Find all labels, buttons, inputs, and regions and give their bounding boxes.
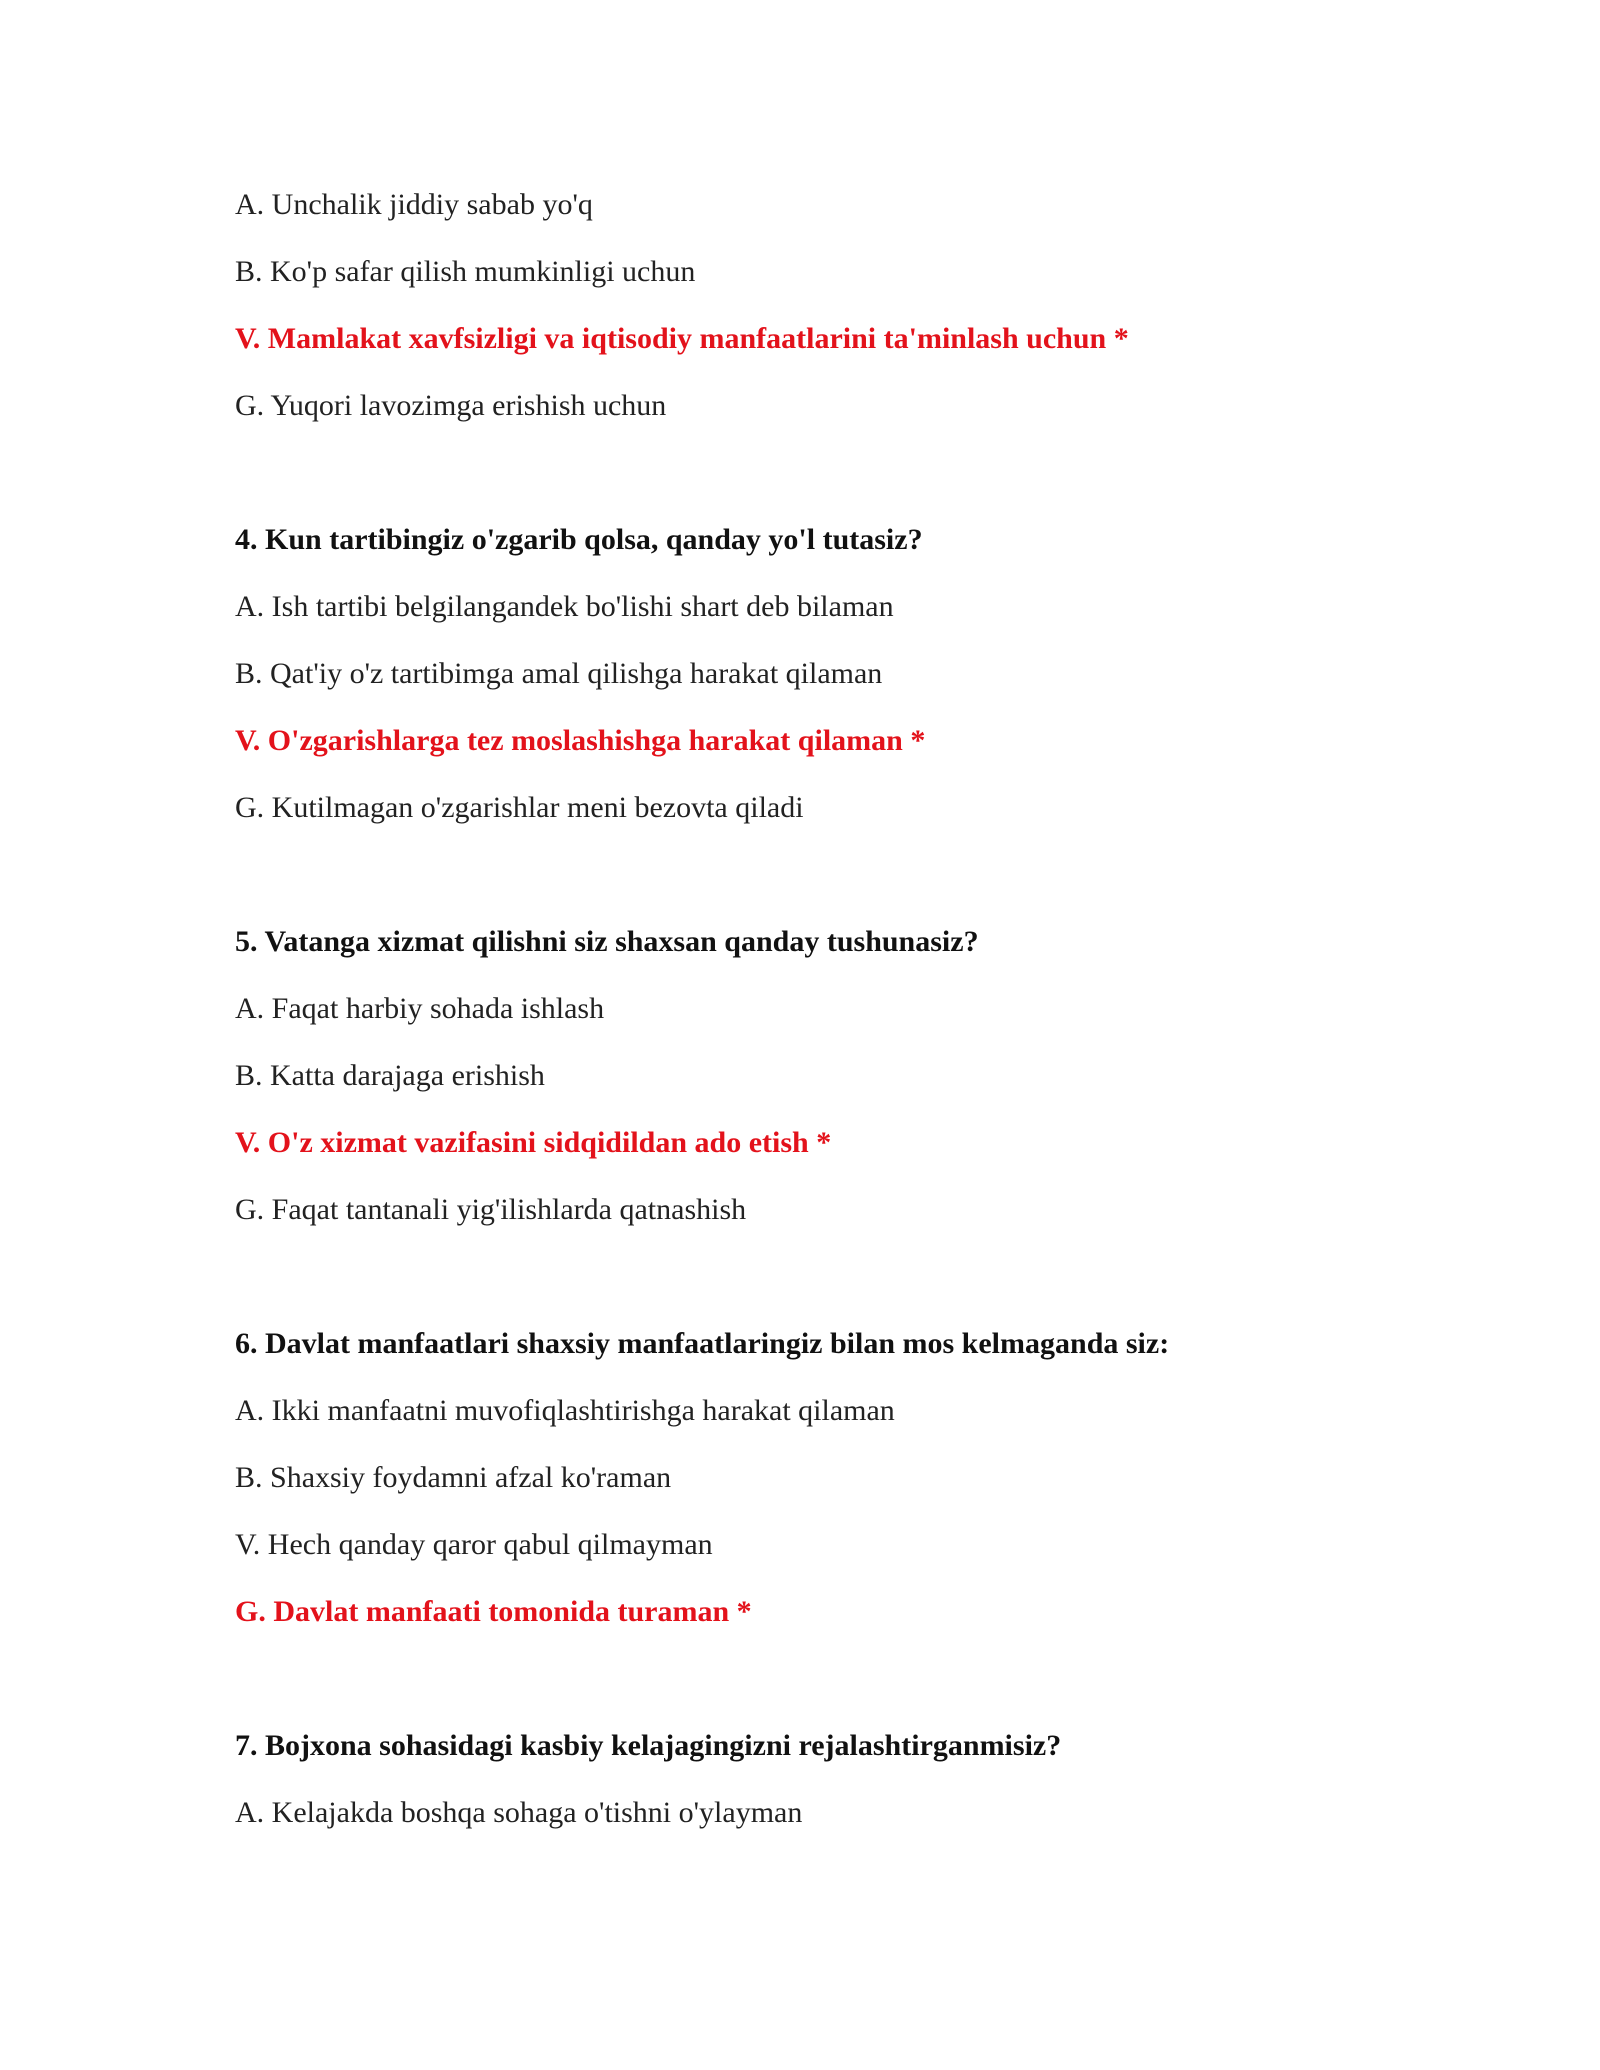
- question-7: 7. Bojxona sohasidagi kasbiy kelajagingizni rejalashtirganmisiz?: [235, 1729, 1062, 1762]
- q3-option-v-correct: V. Mamlakat xavfsizligi va iqtisodiy manfaatlarini ta'minlash uchun *: [235, 322, 1129, 355]
- q4-option-g: G. Kutilmagan o'zgarishlar meni bezovta qiladi: [235, 791, 804, 824]
- q6-option-v: V. Hech qanday qaror qabul qilmayman: [235, 1528, 713, 1561]
- q5-option-a: A. Faqat harbiy sohada ishlash: [235, 992, 605, 1025]
- q4-option-a: A. Ish tartibi belgilangandek bo'lishi shart deb bilaman: [235, 590, 894, 623]
- q5-option-g: G. Faqat tantanali yig'ilishlarda qatnashish: [235, 1193, 747, 1226]
- question-5: 5. Vatanga xizmat qilishni siz shaxsan qanday tushunasiz?: [235, 925, 979, 958]
- q5-option-v-correct: V. O'z xizmat vazifasini sidqidildan ado etish *: [235, 1126, 832, 1159]
- q4-option-b: B. Qat'iy o'z tartibimga amal qilishga harakat qilaman: [235, 657, 883, 690]
- question-4: 4. Kun tartibingiz o'zgarib qolsa, qanday yo'l tutasiz?: [235, 523, 923, 556]
- q5-option-b: B. Katta darajaga erishish: [235, 1059, 545, 1092]
- q6-option-a: A. Ikki manfaatni muvofiqlashtirishga harakat qilaman: [235, 1394, 895, 1427]
- q3-option-b: B. Ko'p safar qilish mumkinligi uchun: [235, 255, 696, 288]
- q3-option-g: G. Yuqori lavozimga erishish uchun: [235, 389, 667, 422]
- q6-option-g-correct: G. Davlat manfaati tomonida turaman *: [235, 1595, 752, 1628]
- q4-option-v-correct: V. O'zgarishlarga tez moslashishga harakat qilaman *: [235, 724, 926, 757]
- question-6: 6. Davlat manfaatlari shaxsiy manfaatlaringiz bilan mos kelmaganda siz:: [235, 1327, 1170, 1360]
- q6-option-b: B. Shaxsiy foydamni afzal ko'raman: [235, 1461, 672, 1494]
- q3-option-a: A. Unchalik jiddiy sabab yo'q: [235, 188, 593, 221]
- q7-option-a: A. Kelajakda boshqa sohaga o'tishni o'ylayman: [235, 1796, 803, 1829]
